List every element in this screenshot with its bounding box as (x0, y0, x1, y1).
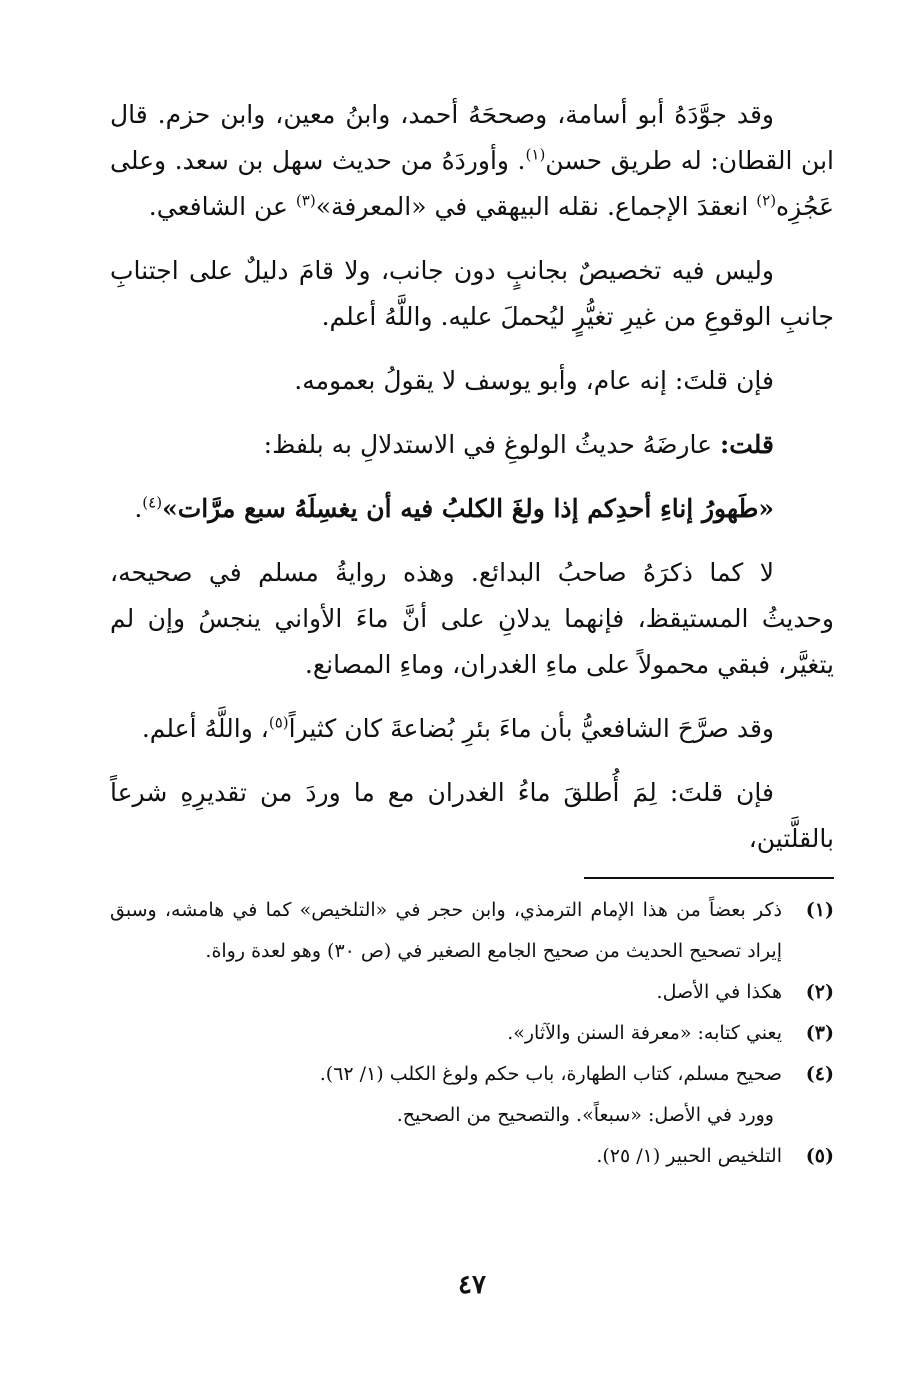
text-run: فإن قلتَ: إنه عام، وأبو يوسف لا يقولُ بعمومه. (294, 366, 774, 395)
text-run: وقد جوَّدَهُ أبو أسامة، وصححَهُ أحمد، وابنُ معين، وابن حزم. قال ابن القطان: له طريق حسن (110, 100, 834, 175)
paragraph-3 (110, 358, 834, 404)
footnote-ref-1[interactable]: (١) (525, 145, 546, 164)
footnote-3 (110, 1013, 834, 1054)
footnote-number: (١) (805, 899, 834, 921)
text-run: عارضَهُ حديثُ الولوغِ في الاستدلالِ به بلفظ: (263, 430, 720, 459)
text-run: ، واللَّهُ أعلم. (141, 714, 269, 743)
footnote-5 (110, 1136, 834, 1177)
footnote-1 (110, 890, 834, 972)
text-run: . (134, 494, 143, 523)
paragraph-7 (110, 706, 834, 752)
footnote-4 (110, 1054, 834, 1095)
footnote-4-continuation (110, 1095, 834, 1136)
footnote-ref-4[interactable]: (٤) (142, 493, 163, 512)
paragraph-8 (110, 770, 834, 862)
footnote-number: (٥) (805, 1145, 834, 1167)
footnote-ref-2[interactable]: (٢) (756, 191, 777, 210)
text-run: . وأوردَهُ من حديث سهل بن سعد. وعلى عَجُزِه (110, 146, 834, 221)
footnote-text: التلخيص الحبير (١/ ٢٥). (596, 1145, 782, 1167)
footnote-text: يعني كتابه: «معرفة السنن والآثار». (507, 1022, 782, 1044)
page-number: ٤٧ (458, 1270, 486, 1300)
footnote-text: وورد في الأصل: «سبعاً». والتصحيح من الصحيح. (396, 1104, 774, 1126)
footnote-text: ذكر بعضاً من هذا الإمام الترمذي، وابن حجر في «التلخيص» كما في هامشه، وسبق إيراد تصحيح الحديث من صحيح الجامع الصغير في (ص ٣٠) وهو لعدة رواة. (110, 899, 782, 962)
footnote-divider (584, 877, 834, 879)
qultu-label: قلت: (719, 430, 774, 459)
main-text (110, 92, 834, 862)
paragraph-4 (110, 422, 834, 468)
text-run: وقد صرَّحَ الشافعيُّ بأن ماءَ بئرِ بُضاعةَ كان كثيراً (288, 714, 774, 743)
hadith-text: «طَهورُ إناءِ أحدِكم إذا ولغَ الكلبُ فيه أن يغسِلَهُ سبع مرَّات» (162, 494, 774, 523)
text-run: انعقدَ الإجماع. نقله البيهقي في «المعرفة» (315, 192, 757, 221)
footnote-number: (٤) (805, 1063, 834, 1085)
footnote-ref-3[interactable]: (٣) (295, 191, 316, 210)
footnote-number: (٣) (805, 1022, 834, 1044)
text-run: لا كما ذكرَهُ صاحبُ البدائع. وهذه روايةُ مسلم في صحيحه، وحديثُ المستيقظ، فإنهما يدلانِ على أنَّ ماءَ الأواني ينجسُ وإن لم يتغيَّر، فبقي محمولاً على ماءِ الغدران، وماءِ المصانع. (110, 558, 834, 679)
footnotes (110, 890, 834, 1177)
book-page (110, 92, 834, 1342)
text-run: عن الشافعي. (148, 192, 296, 221)
footnote-ref-5[interactable]: (٥) (268, 713, 289, 732)
footnote-text: هكذا في الأصل. (656, 981, 782, 1003)
hadith-quote (110, 486, 834, 532)
paragraph-1 (110, 92, 834, 230)
text-run: وليس فيه تخصيصٌ بجانبٍ دون جانب، ولا قامَ دليلٌ على اجتنابِ جانبِ الوقوعِ من غيرِ تغيُّرٍ ليُحملَ عليه. واللَّهُ أعلم. (110, 256, 834, 331)
paragraph-6 (110, 550, 834, 688)
footnote-text: صحيح مسلم، كتاب الطهارة، باب حكم ولوغ الكلب (١/ ٦٢). (319, 1063, 782, 1085)
paragraph-2 (110, 248, 834, 340)
footnote-number: (٢) (805, 981, 834, 1003)
text-run: فإن قلتَ: لِمَ أُطلقَ ماءُ الغدران مع ما وردَ من تقديرِهِ شرعاً بالقلَّتين، (110, 778, 834, 853)
footnote-2 (110, 972, 834, 1013)
